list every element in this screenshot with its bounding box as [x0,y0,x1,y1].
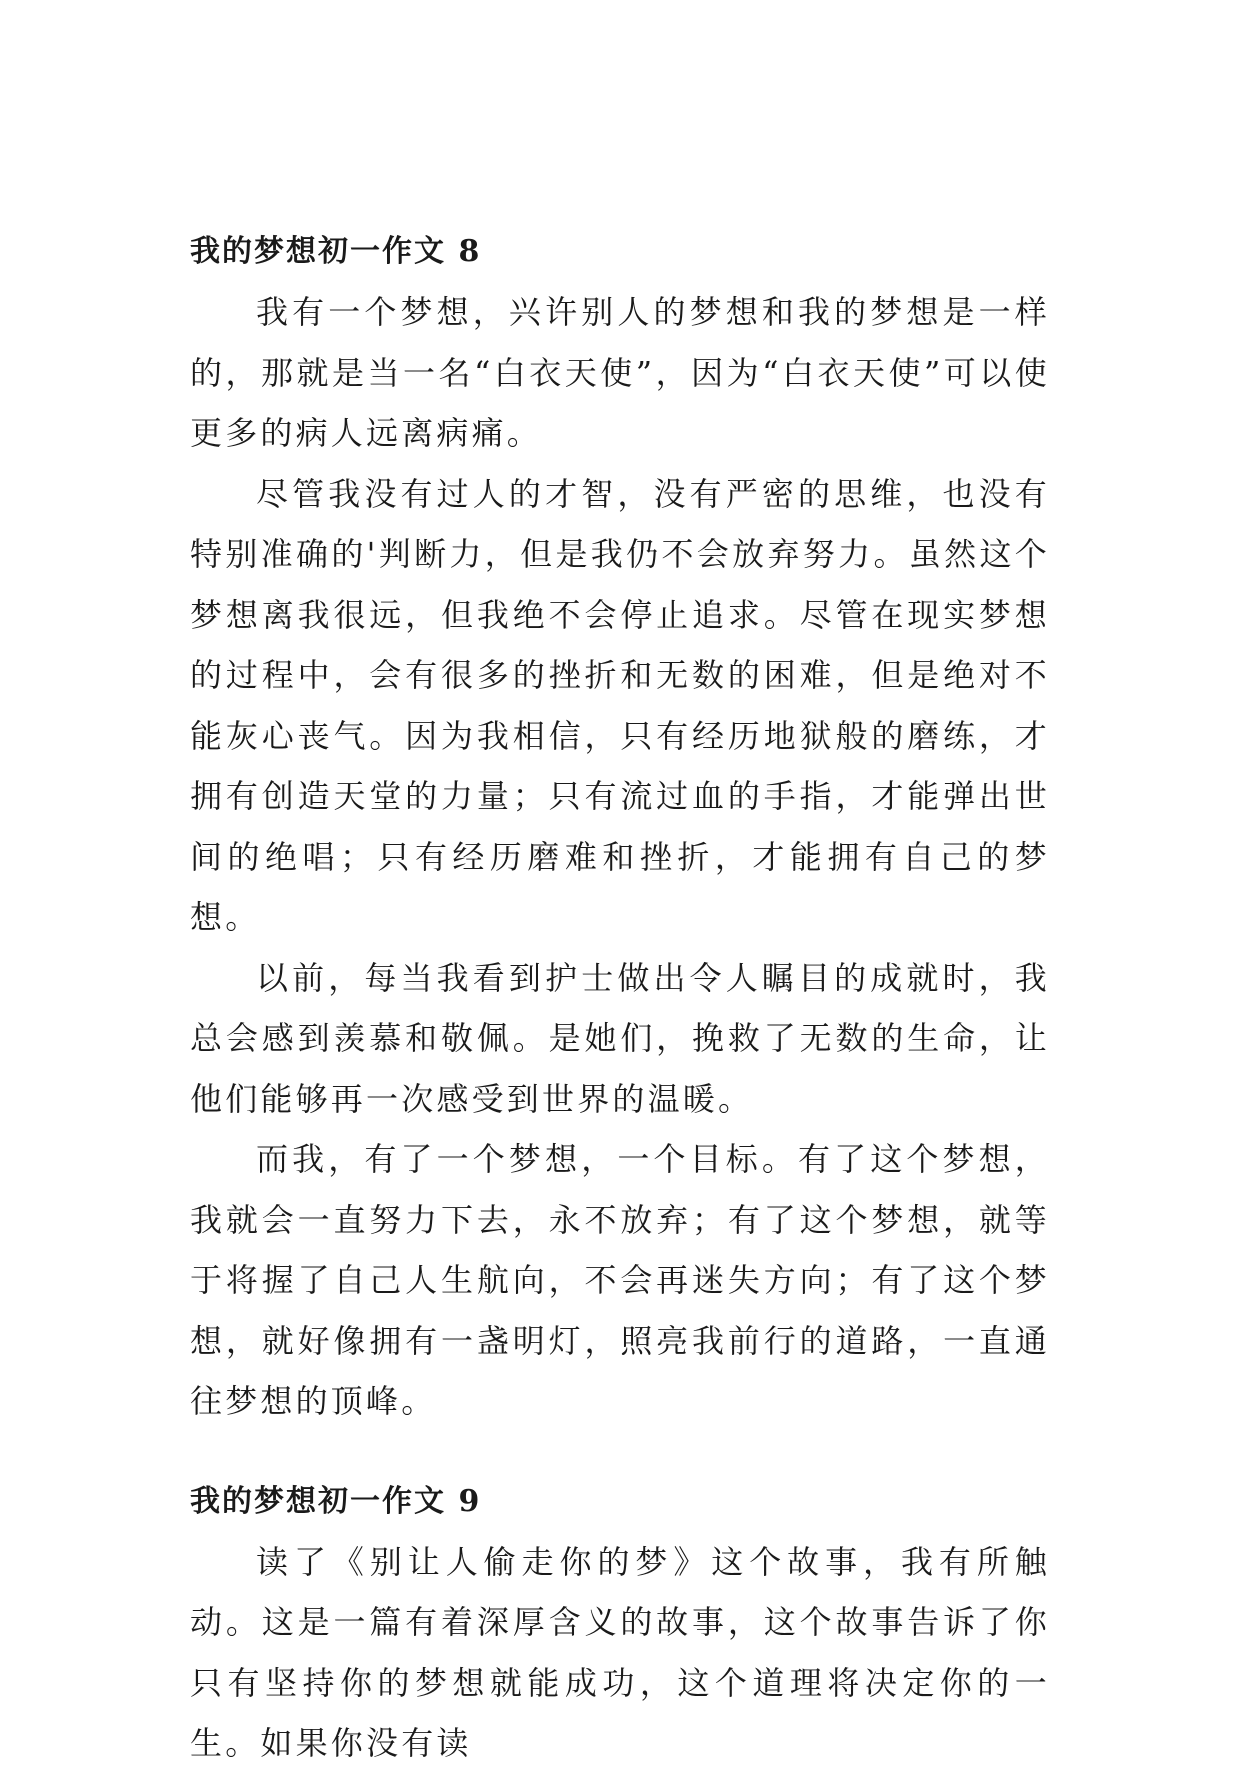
essay-paragraph: 而我，有了一个梦想，一个目标。有了这个梦想，我就会一直努力下去，永不放弃；有了这个梦想，就等于将握了自己人生航向，不会再迷失方向；有了这个梦想，就好像拥有一盏明灯，照亮我前行的道路，一直通往梦想的顶峰。 [190,1140,1050,1420]
essay-heading-8: 我的梦想初一作文 8 [190,234,482,269]
essay-paragraph: 尽管我没有过人的才智，没有严密的思维，也没有特别准确的'判断力，但是我仍不会放弃努力。虽然这个梦想离我很远，但我绝不会停止追求。尽管在现实梦想的过程中，会有很多的挫折和无数的困难，但是绝对不能灰心丧气。因为我相信，只有经历地狱般的磨练，才拥有创造天堂的力量；只有流过血的手指，才能弹出世间的绝唱；只有经历磨难和挫折，才能拥有自己的梦想。 [190,474,1050,936]
document-body [190,222,1050,1774]
essay-heading-9: 我的梦想初一作文 9 [190,1483,482,1519]
essay-paragraph: 以前，每当我看到护士做出令人瞩目的成就时，我总会感到羡慕和敬佩。是她们，挽救了无数的生命，让他们能够再一次感受到世界的温暖。 [190,958,1050,1118]
essay-paragraph: 读了《别让人偷走你的梦》这个故事，我有所触动。这是一篇有着深厚含义的故事，这个故事告诉了你只有坚持你的梦想就能成功，这个道理将决定你的一生。如果你没有读 [190,1542,1050,1762]
essay-section-8 [190,222,1050,1432]
essay-paragraph: 我有一个梦想，兴许别人的梦想和我的梦想是一样的，那就是当一名“白衣天使”，因为“白衣天使”可以使更多的病人远离病痛。 [190,293,1050,452]
essay-section-9 [190,1472,1050,1774]
